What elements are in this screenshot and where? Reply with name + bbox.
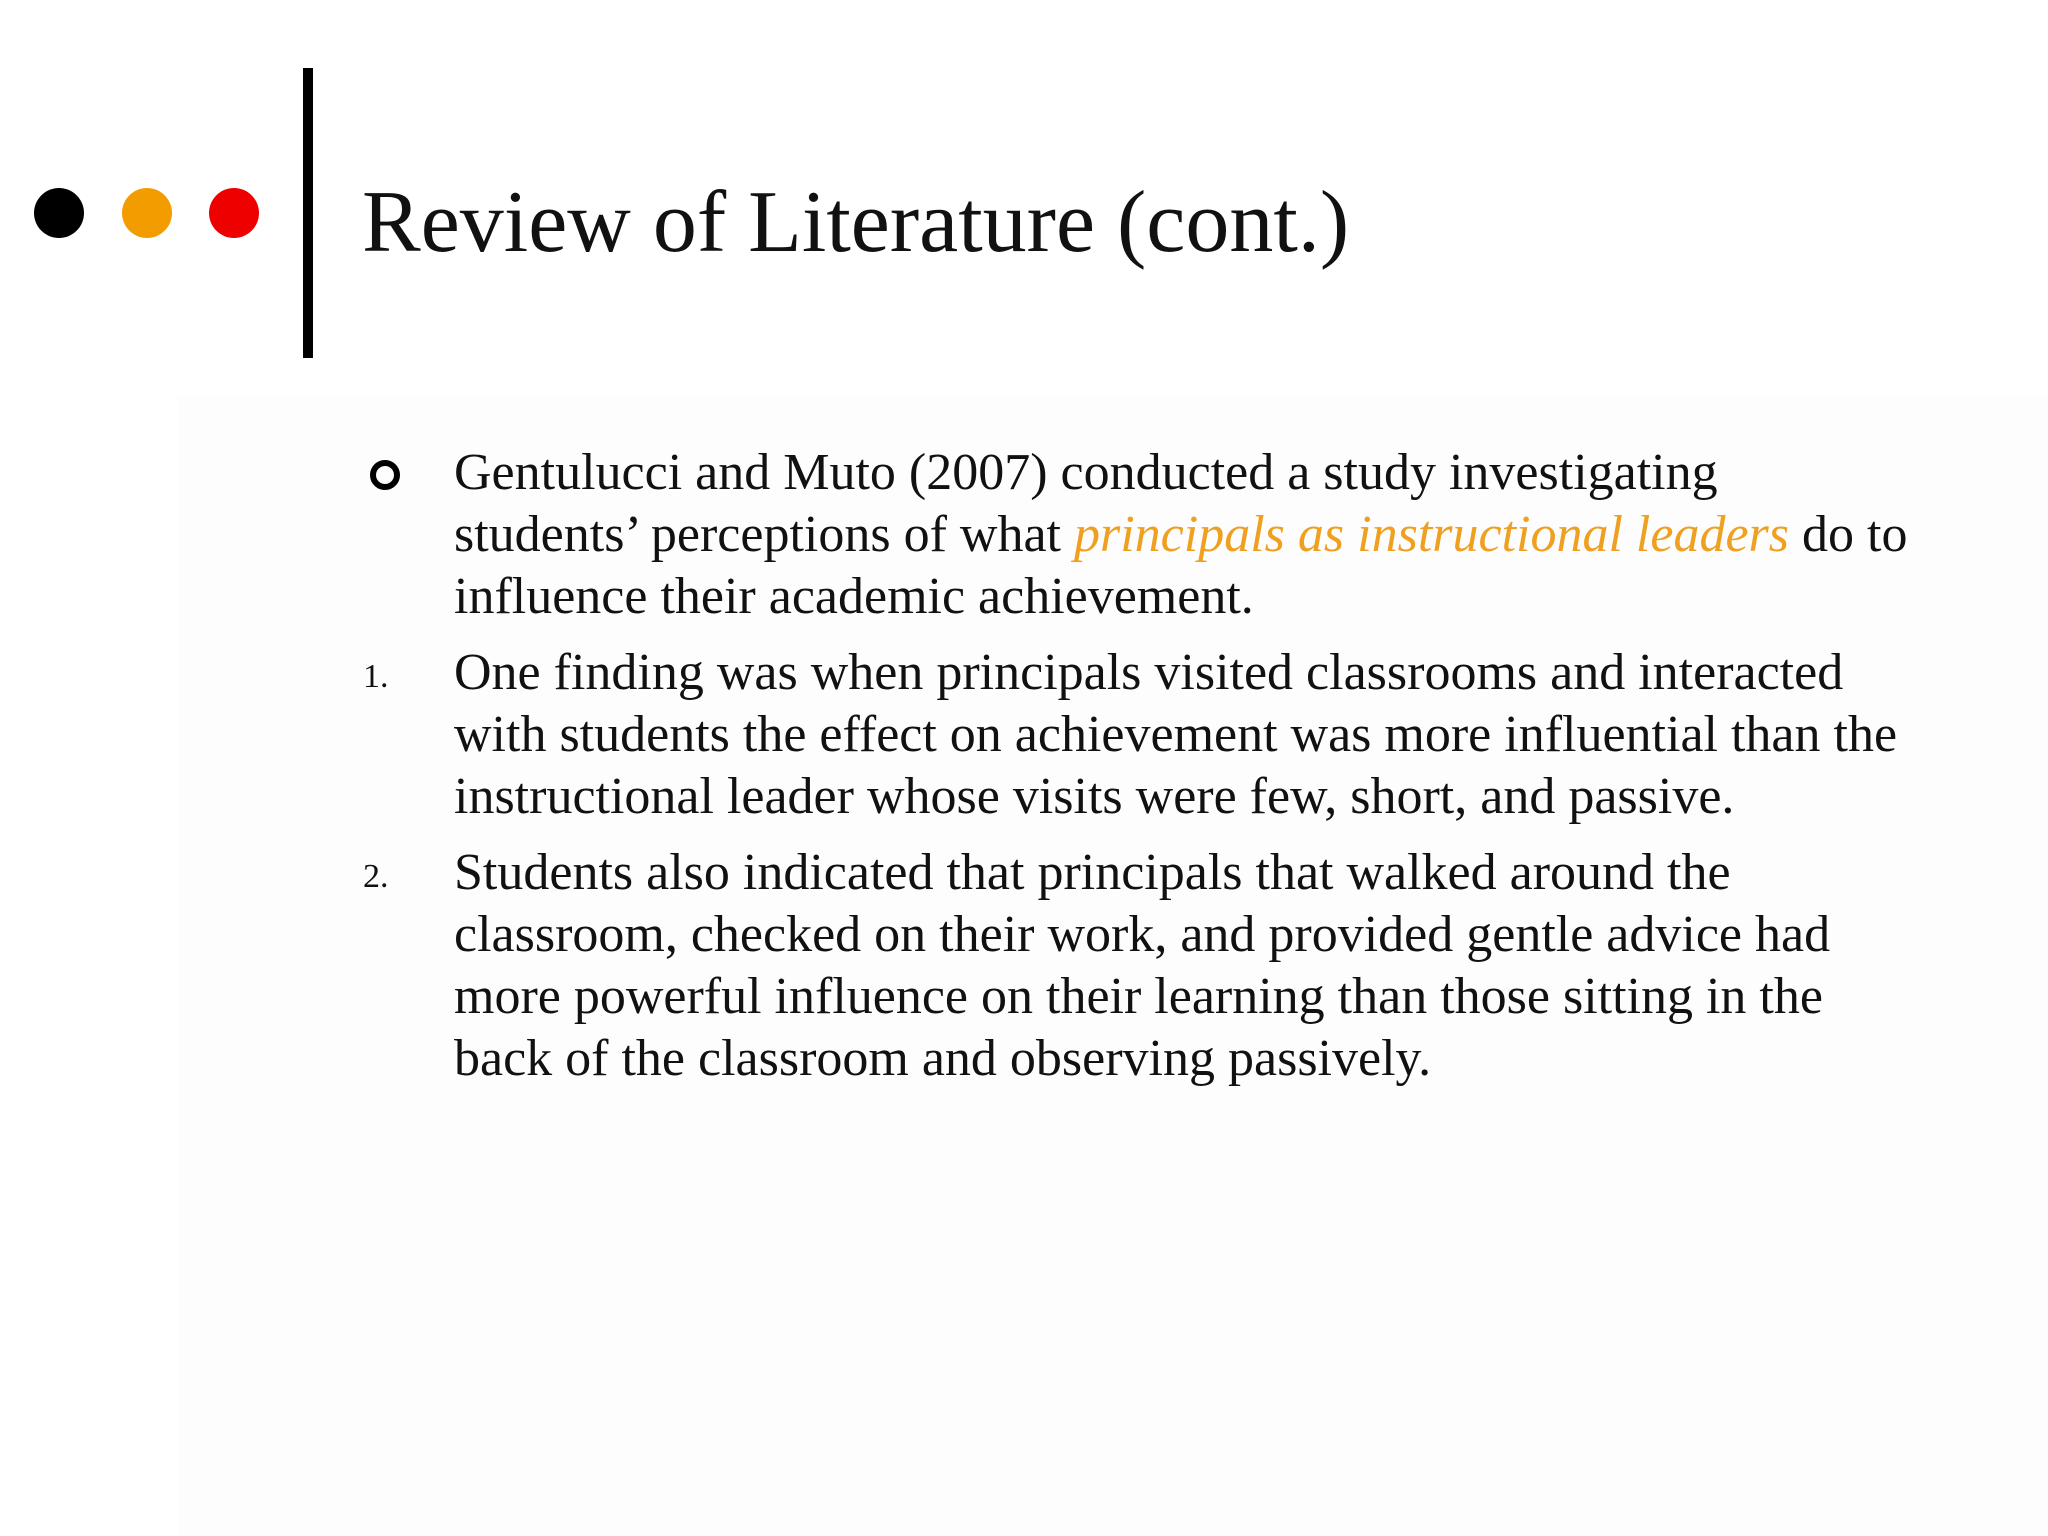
- orange-dot-icon: [122, 188, 172, 238]
- item-number: 2.: [363, 858, 389, 895]
- bullet-text: [454, 442, 1910, 628]
- title-divider: [303, 68, 313, 358]
- bullet-text-before: Gentulucci and Muto (2007) conducted a study investigating students’ perceptions of what: [454, 444, 1718, 563]
- bullet-item: [350, 442, 1910, 628]
- ring-bullet-icon: [370, 460, 400, 490]
- numbered-item: [350, 642, 1910, 828]
- red-dot-icon: [209, 188, 259, 238]
- slide-title: Review of Literature (cont.): [362, 174, 1350, 271]
- numbered-item: [350, 842, 1910, 1090]
- item-text: One finding was when principals visited classrooms and interacted with students the effect on achievement was more influential than the instructional leader whose visits were few, short, and passive.: [454, 644, 1898, 825]
- item-text: Students also indicated that principals that walked around the classroom, checked on their work, and provided gentle advice had more powerful influence on their learning than those sitting in the back of the classroom and observing passively.: [454, 844, 1831, 1087]
- item-number: 1.: [363, 658, 389, 695]
- highlighted-phrase: principals as instructional leaders: [1074, 506, 1789, 563]
- slide-body: [350, 442, 1910, 1090]
- bullet-text-after: do to influence their academic achievement.: [454, 506, 1908, 625]
- black-dot-icon: [34, 188, 84, 238]
